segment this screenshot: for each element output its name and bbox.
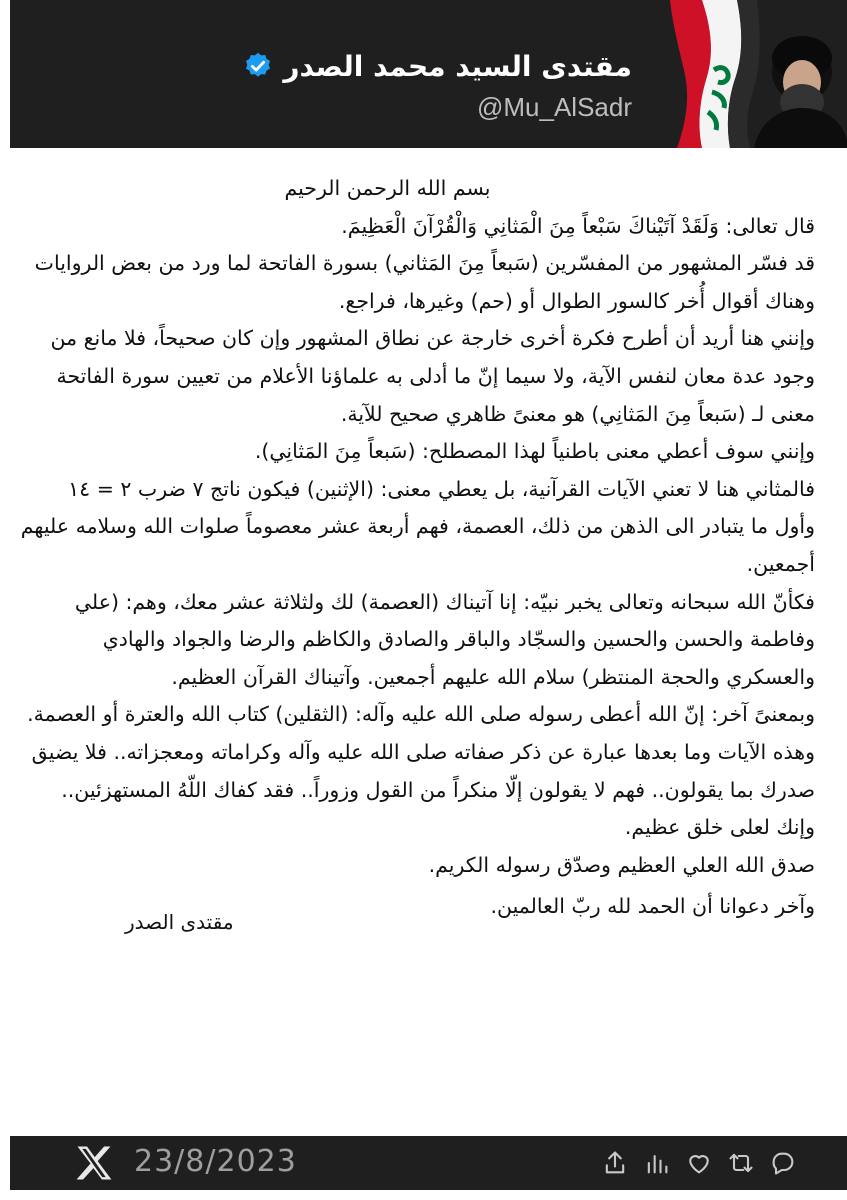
- user-handle[interactable]: @Mu_AlSadr: [476, 92, 632, 122]
- closing-line: وآخر دعوانا أن الحمد لله ربّ العالمين.: [490, 894, 815, 919]
- profile-photo[interactable]: [642, 0, 847, 148]
- basmala: بسم الله الرحمن الرحيم: [284, 176, 491, 200]
- post-date: 23/8/2023: [134, 1144, 297, 1179]
- action-bar: [601, 1147, 797, 1179]
- repost-icon[interactable]: [727, 1149, 755, 1177]
- post-footer: [10, 1136, 847, 1190]
- post-text: [20, 170, 815, 1130]
- paragraph: فكأنّ الله سبحانه وتعالى يخبر نبيّه: إنا آتيناك (العصمة) لك ولثلاثة عشر معك، وهم: (علي وفاطمة والحسن والحسين والسجّاد والباقر والصادق والكاظم والرضا والجواد والهادي والعسكري والحجة المنتظر) سلام الله عليهم أجمعين. وآتيناك القرآن العظيم.: [74, 589, 815, 689]
- views-icon[interactable]: [643, 1149, 671, 1177]
- paragraph: وأول ما يتبادر الى الذهن من ذلك، العصمة، فهم أربعة عشر معصوماً صلوات الله وسلامه عليهم أجمعين.: [20, 514, 815, 576]
- verified-badge-icon: [243, 51, 273, 81]
- paragraph: وإنني سوف أعطي معنى باطنياً لهذا المصطلح: (سَبعاً مِنَ المَثانِي).: [254, 439, 815, 464]
- name-row: [32, 44, 632, 88]
- signature: مقتدى الصدر: [125, 910, 234, 935]
- paragraph: فالمثاني هنا لا تعني الآيات القرآنية، بل يعطي معنى: (الإثنين) فيكون ناتج ٧ ضرب ٢ = ١٤: [68, 476, 815, 501]
- paragraph: صدق الله العلي العظيم وصدّق رسوله الكريم.: [428, 852, 815, 877]
- like-icon[interactable]: [685, 1149, 713, 1177]
- profile-header: [10, 0, 847, 148]
- iraq-flag-image: [642, 0, 847, 148]
- x-logo-icon[interactable]: [72, 1141, 116, 1185]
- paragraph: وبمعنىً آخر: إنّ الله أعطى رسوله صلى الله عليه وآله: (الثقلين) كتاب الله والعترة أو العصمة.: [27, 702, 815, 727]
- paragraph: وهذه الآيات وما بعدها عبارة عن ذكر صفاته صلى الله عليه وآله وكراماته ومعجزاته.. فلا يضيق صدرك بما يقولون.. فهم لا يقولون إلّا منكراً من القول وزوراً.. فقد كفاك اللّهُ المستهزئين.. وإنك لعلى خلق عظيم.: [31, 739, 815, 840]
- closing-row: [20, 888, 815, 935]
- share-icon[interactable]: [601, 1149, 629, 1177]
- reply-icon[interactable]: [769, 1149, 797, 1177]
- paragraph: قال تعالى: وَلَقَدْ آتَيْناكَ سَبْعاً مِنَ الْمَثانِي وَالْقُرْآنَ الْعَظِيمَ.: [341, 213, 815, 238]
- paragraph: قد فسّر المشهور من المفسّرين (سَبعاً مِنَ المَثاني) بسورة الفاتحة لما ورد من بعض الروايات وهناك أقوال أُخر كالسور الطوال أو (حم) وغيرها، فراجع.: [34, 251, 815, 313]
- display-name[interactable]: مقتدى السيد محمد الصدر: [283, 49, 632, 83]
- paragraph: وإنني هنا أريد أن أطرح فكرة أخرى خارجة عن نطاق المشهور وإن كان صحيحاً، فلا مانع من وجود عدة معان لنفس الآية، ولا سيما إنّ ما أدلى به علماؤنا الأعلام من تعيين سورة الفاتحة معنى لـ (سَبعاً مِنَ المَثانِي) هو معنىً ظاهري صحيح للآية.: [50, 326, 815, 426]
